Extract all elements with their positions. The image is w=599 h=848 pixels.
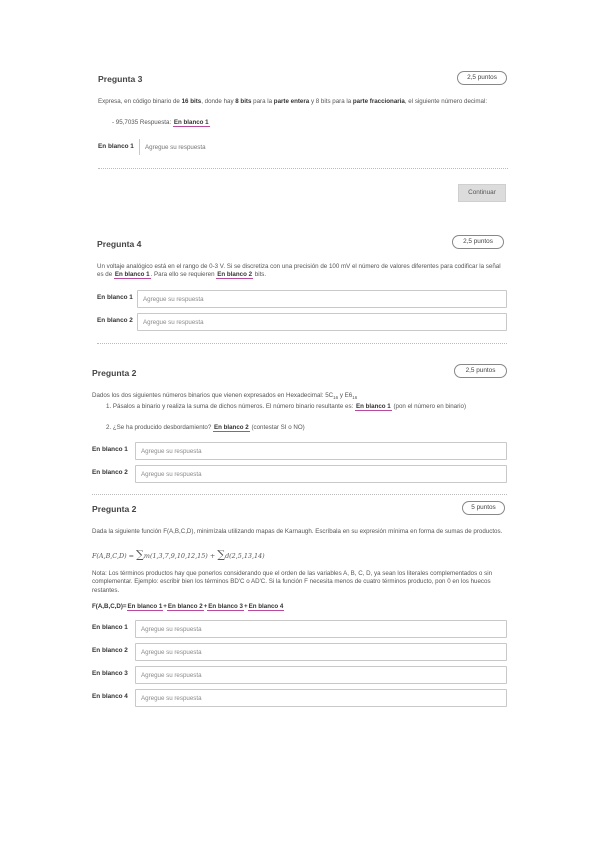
answer-label: En blanco 4 [92,693,128,700]
answer-row-1 [92,620,507,638]
answer-input[interactable] [135,643,507,661]
points-badge: 2,5 puntos [452,235,504,249]
answer-label: En blanco 1 [97,294,133,301]
separator [92,494,507,495]
answer-label: En blanco 1 [98,143,134,150]
question-item-1: 1. Pásalos a binario y realiza la suma de dichos números. El número binario resultante es: En blanco 1 (pon el número en binario) [106,403,467,410]
blank-reference: En blanco 2 [213,424,249,431]
answer-row-1 [92,442,507,460]
answer-input[interactable] [135,442,507,460]
answer-label: En blanco 1 [92,624,128,631]
question-title: Pregunta 4 [97,239,142,249]
separator [97,343,507,344]
answer-input[interactable] [135,465,507,483]
points-badge: 5 puntos [462,501,505,515]
answer-label: En blanco 1 [92,446,128,453]
blank-reference: En blanco 1 [127,603,163,610]
answer-row-4 [92,689,507,707]
points-badge: 2,5 puntos [457,71,507,85]
question-title: Pregunta 2 [92,504,137,514]
question-intro: Dada la siguiente función F(A,B,C,D), minimízala utilizando mapas de Karnaugh. Escríbala en su expresión mínima en forma de sumas de productos. [92,528,503,535]
points-badge: 2,5 puntos [454,364,507,378]
sum-symbol: ∑ [136,548,144,561]
answer-label: En blanco 2 [92,469,128,476]
question-intro: Dados los dos siguientes números binarios que vienen expresados en Hexadecimal: $5C_{16}$ y $E6_{16}$ [92,392,358,401]
answer-input[interactable] [135,666,507,684]
answer-row-1 [98,139,398,157]
blank-reference: En blanco 1 [114,271,150,279]
expression-line: F(A,B,C,D)=En blanco 1+En blanco 2+En blanco 3+En blanco 4 [92,603,284,610]
sum-symbol: ∑ [217,548,226,561]
answer-input[interactable] [137,313,507,331]
question-title: Pregunta 3 [98,74,143,84]
answer-label: En blanco 2 [92,647,128,654]
answer-label: En blanco 2 [97,317,133,324]
answer-row-1 [97,290,507,308]
answer-input[interactable] [135,620,507,638]
answer-input[interactable] [139,139,339,155]
separator [98,168,508,169]
answer-row-2 [92,465,507,483]
answer-row-2 [97,313,507,331]
blank-reference: En blanco 1 [356,403,391,410]
answer-input[interactable] [137,290,507,308]
formula: F(A,B,C,D) = ∑m(1,3,7,9,10,12,15) + ∑d(2,5,13,14) [92,548,265,561]
question-text: Un voltaje analógico está en el rango de 0-3 V. Si se discretiza con una precisión de 100 mV el número de valores diferentes para codificar la señal es de En blanco 1. Para ello se requieren En blanco 2 bits. [97,263,501,279]
answer-input[interactable] [135,689,507,707]
question-title: Pregunta 2 [92,368,137,378]
question-item-2: 2. ¿Se ha producido desbordamiento? En blanco 2 (contestar SI o NO) [106,424,305,431]
question-text: Expresa, en código binario de 16 bits, donde hay 8 bits para la parte entera y 8 bits para la parte fraccionaria, el siguiente número decimal: [98,98,488,105]
continue-button[interactable]: Continuar [458,184,506,202]
answer-label: En blanco 3 [92,670,128,677]
number-line: - 95,7035 Respuesta: En blanco 1 [112,119,209,126]
answer-row-2 [92,643,507,661]
answer-row-3 [92,666,507,684]
question-note: Nota: Los términos productos hay que ponerlos considerando que el orden de las variables A, B, C, D, ya sean los literales complementados o sin complementar. Ejemplo: escribir bien los términos BD'C o AD'C. Si la función F necesita menos de cuatro términos producto, pon 0 en los huecos restantes. [92,570,493,594]
blank-reference: En blanco 2 [167,603,203,610]
blank-reference: En blanco 2 [217,271,253,279]
blank-reference: En blanco 3 [208,603,243,610]
blank-reference: En blanco 1 [173,119,209,126]
blank-reference: En blanco 4 [248,603,284,610]
